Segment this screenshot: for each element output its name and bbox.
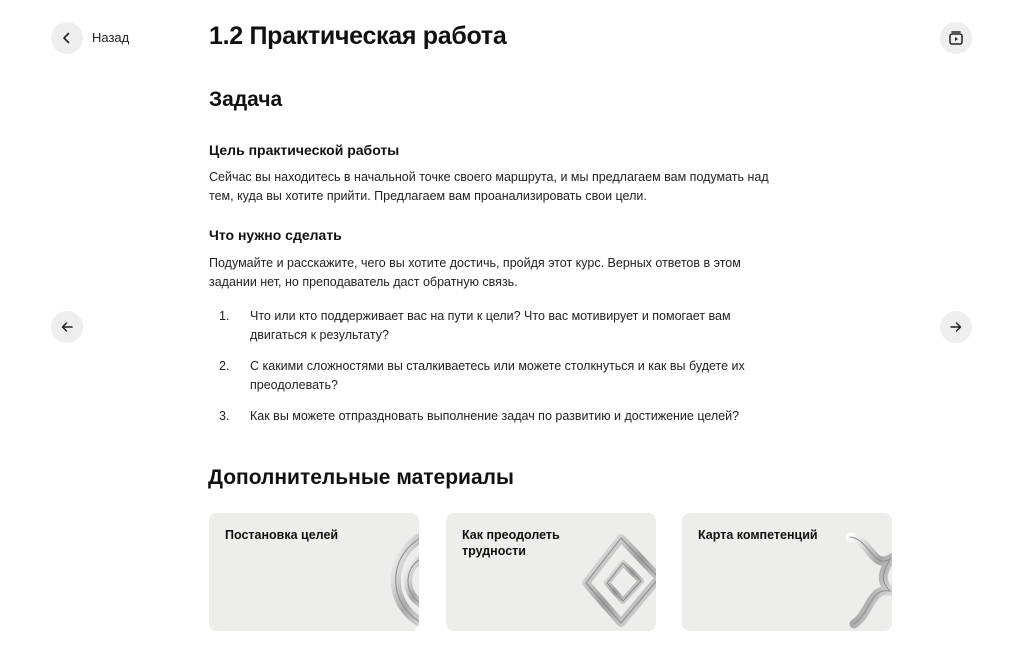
share-play-icon (947, 29, 965, 47)
chevron-left-icon (60, 31, 74, 45)
arrow-left-icon (60, 320, 74, 334)
list-item-number: 3. (219, 409, 230, 423)
card-label: Как преодолеть трудности (462, 528, 560, 558)
list-item-text: С какими сложностями вы сталкиваетесь или можете столкнуться и как вы будете их преодолевать? (250, 359, 745, 392)
share-button[interactable] (940, 22, 972, 54)
page-title: 1.2 Практическая работа (209, 22, 507, 50)
materials-heading: Дополнительные материалы (208, 466, 514, 489)
card-label: Постановка целей (225, 528, 339, 542)
list-item-text: Что или кто поддерживает вас на пути к цели? Что вас мотивирует и помогает вам двигаться к результату? (250, 309, 731, 342)
wave-3d-icon (840, 529, 892, 629)
material-card-competence-map[interactable] (682, 513, 892, 631)
list-item-number: 1. (219, 309, 230, 323)
list-item-text: Как вы можете отпраздновать выполнение задач по развитию и достижение целей? (250, 409, 740, 423)
arrow-right-icon (949, 320, 963, 334)
ring-3d-icon (364, 525, 419, 631)
todo-heading: Что нужно сделать (209, 227, 342, 243)
goal-heading: Цель практической работы (209, 142, 400, 158)
material-card-goal-setting[interactable] (209, 513, 419, 631)
goal-text: Сейчас вы находитесь в начальной точке своего маршрута, и мы предлагаем вам подумать над тем, куда вы хотите прийти. Предлагаем вам проанализировать свои цели. (209, 170, 769, 203)
material-card-overcome-difficulties[interactable] (446, 513, 656, 631)
todo-text: Подумайте и расскажите, чего вы хотите достичь, пройдя этот курс. Верных ответов в этом задании нет, но преподаватель даст обратную связь. (209, 256, 741, 289)
list-item-number: 2. (219, 359, 230, 373)
next-button[interactable] (940, 311, 972, 343)
back-button[interactable] (51, 22, 83, 54)
task-heading: Задача (209, 88, 283, 111)
diamond-3d-icon (581, 533, 656, 631)
previous-button[interactable] (51, 311, 83, 343)
card-label: Карта компетенций (698, 528, 818, 542)
back-label[interactable]: Назад (92, 30, 130, 45)
